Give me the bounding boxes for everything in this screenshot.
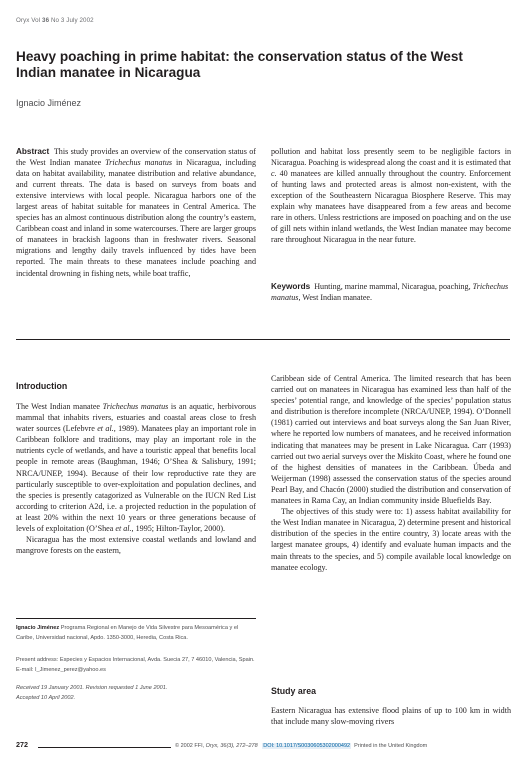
page-footer bbox=[171, 743, 515, 749]
copyright: © 2002 FFI, bbox=[175, 743, 205, 749]
introduction-heading: Introduction bbox=[16, 381, 68, 391]
present-address: Present address: Especies y Espacios Internacional, Avda. Suecia 27, 7 46010, Valencia, Spain. E-mail: I_Jimenez_perez@yahoo.es bbox=[16, 657, 255, 673]
received-date: Received 19 January 2001. Revision requested 1 June 2001. bbox=[16, 685, 168, 691]
doi-link[interactable]: DOI: 10.1017/S0030605302000492 bbox=[263, 743, 351, 749]
introduction-column-1 bbox=[16, 401, 256, 556]
affiliation-text: Programa Regional en Manejo de Vida Silvestre para Mesoamérica y el Caribe, Universidad nacional, Apdo. 1350-3000, Heredia, Costa Rica. bbox=[16, 625, 239, 641]
study-area-text: Eastern Nicaragua has extensive flood plains of up to 100 km in width that include many slow-moving rivers bbox=[271, 706, 511, 727]
intro-paragraph-2: Nicaragua has the most extensive coastal wetlands and lowland and mangrove forests on the eastern, bbox=[16, 535, 256, 556]
affiliation-name: Ignacio Jiménez bbox=[16, 625, 60, 631]
article-author: Ignacio Jiménez bbox=[16, 98, 82, 108]
accepted-date: Accepted 10 April 2002. bbox=[16, 694, 76, 701]
journal-name: Oryx bbox=[16, 17, 30, 24]
abstract-text-1: This study provides an overview of the conservation status of the West Indian manatee Trichechus manatus in Nicaragua, including data on habitat availability, manatee distribution and relative abundance, and current threats. The data is based on surveys from boats and extensive interviews with local people. Nicaragua harbors one of the largest areas of habitat suitable for manatees in Central America. The species has an almost continuous distribution along the country’s eastern, Caribbean coast and inland in some watercourses. There are larger groups of manatees in brackish lagoons than in freshwater rivers. Seasonal migrations and lengthy daily travels influenced by tides have been reported. The main threats to these manatees include poaching and incidental drowning in fishing nets, while boat traffic, bbox=[16, 147, 256, 278]
footnote-divider bbox=[16, 618, 256, 619]
printed-in: Printed in the United Kingdom bbox=[354, 743, 428, 749]
abstract-column-2 bbox=[271, 146, 511, 245]
intro-paragraph-3: Caribbean side of Central America. The limited research that has been carried out on manatees in Nicaragua has examined less than half of the species’ potential range, and knowledge of the species’ population status and distribution is therefore incomplete (NRCA/UNEP, 1994). O’Donnell (1981) carried out interviews and boat surveys along the San Juan River, where he reported low numbers of manatees, and he received information indicating that manatees may be present in Lake Nicaragua. Carr (1993) carried out two aerial surveys over the Miskito Coast, where he found one of the highest densities of manatees in the Caribbean. Úbeda and Weijerman (1998) assessed the conservation status of the species around Pearl Bay, and Chacón (2000) studied the distribution and conservation of manatees in Rama Cay, an Indian community inside Bluefields Bay. bbox=[271, 374, 511, 506]
journal-reference: Oryx, 36(3), 272–278 bbox=[205, 743, 258, 749]
author-affiliation bbox=[16, 624, 256, 643]
abstract-column-1 bbox=[16, 146, 256, 279]
issue-number: No 3 bbox=[50, 17, 65, 24]
abstract-text-2: pollution and habitat loss presently seem to be negligible factors in Nicaragua. Poaching is widespread along the coast and it is estimated that c. 40 manatees are killed annually throughout the country. Enforcement of hunting laws and protected areas is almost non-existent, with the exception of the Southeastern Nicaragua Biosphere Reserve. This may explain why manatees have disappeared from a few areas and become rare in others. Unless restrictions are imposed on poaching and on the use of gill nets within inland wetlands, the West Indian manatee may become rare throughout Nicaragua in the near future. bbox=[271, 147, 511, 245]
introduction-column-2 bbox=[271, 373, 511, 573]
issue-date: July 2002 bbox=[66, 17, 94, 24]
intro-paragraph-4: The objectives of this study were to: 1) assess habitat availability for the West Indian manatee in Nicaragua, 2) determine present and historical distribution of the species in the entire country, 3) locate areas with the largest manatee groups, 4) identify and evaluate human impacts and the main threats to the species, and 5) compile available local knowledge on manatee ecology. bbox=[271, 507, 511, 572]
study-area-heading: Study area bbox=[271, 686, 316, 696]
page-number: 272 bbox=[16, 740, 28, 749]
intro-paragraph-1: The West Indian manatee Trichechus manatus is an aquatic, herbivorous mammal that inhabits rivers, estuaries and coastal areas close to fresh water sources (Lefebvre et al., 1989). Manatees play an important role in Caribbean folklore and traditions, may play an important role in the nutrients cycle of wetlands, and have a touristic appeal that benefits local people in remote areas (Baughman, 1946; O’Shea & Salisbury, 1991; NRCA/UNEP, 1994). Because of their low reproductive rate they are particularly susceptible to over-exploitation and population declines, and the species is presently catagorized as Vulnerable on the IUCN Red List according to criterion A2d, i.e. a projected reduction in the population of at least 20% within the next 10 years or three generations because of levels of exploitation (O’Shea et al., 1995; Hilton-Taylor, 2000). bbox=[16, 402, 257, 534]
article-title: Heavy poaching in prime habitat: the conservation status of the West Indian manatee in Nicaragua bbox=[16, 49, 463, 81]
keywords-label: Keywords bbox=[271, 282, 311, 291]
volume-number: 36 bbox=[42, 17, 50, 24]
keywords-text: Hunting, marine mammal, Nicaragua, poaching, Trichechus manatus, West Indian manatee. bbox=[271, 282, 509, 303]
volume-label: Vol bbox=[31, 17, 41, 24]
journal-header bbox=[16, 17, 94, 24]
abstract-label: Abstract bbox=[16, 147, 50, 156]
keywords bbox=[271, 281, 511, 303]
manuscript-dates bbox=[16, 684, 256, 703]
section-divider bbox=[16, 339, 510, 340]
